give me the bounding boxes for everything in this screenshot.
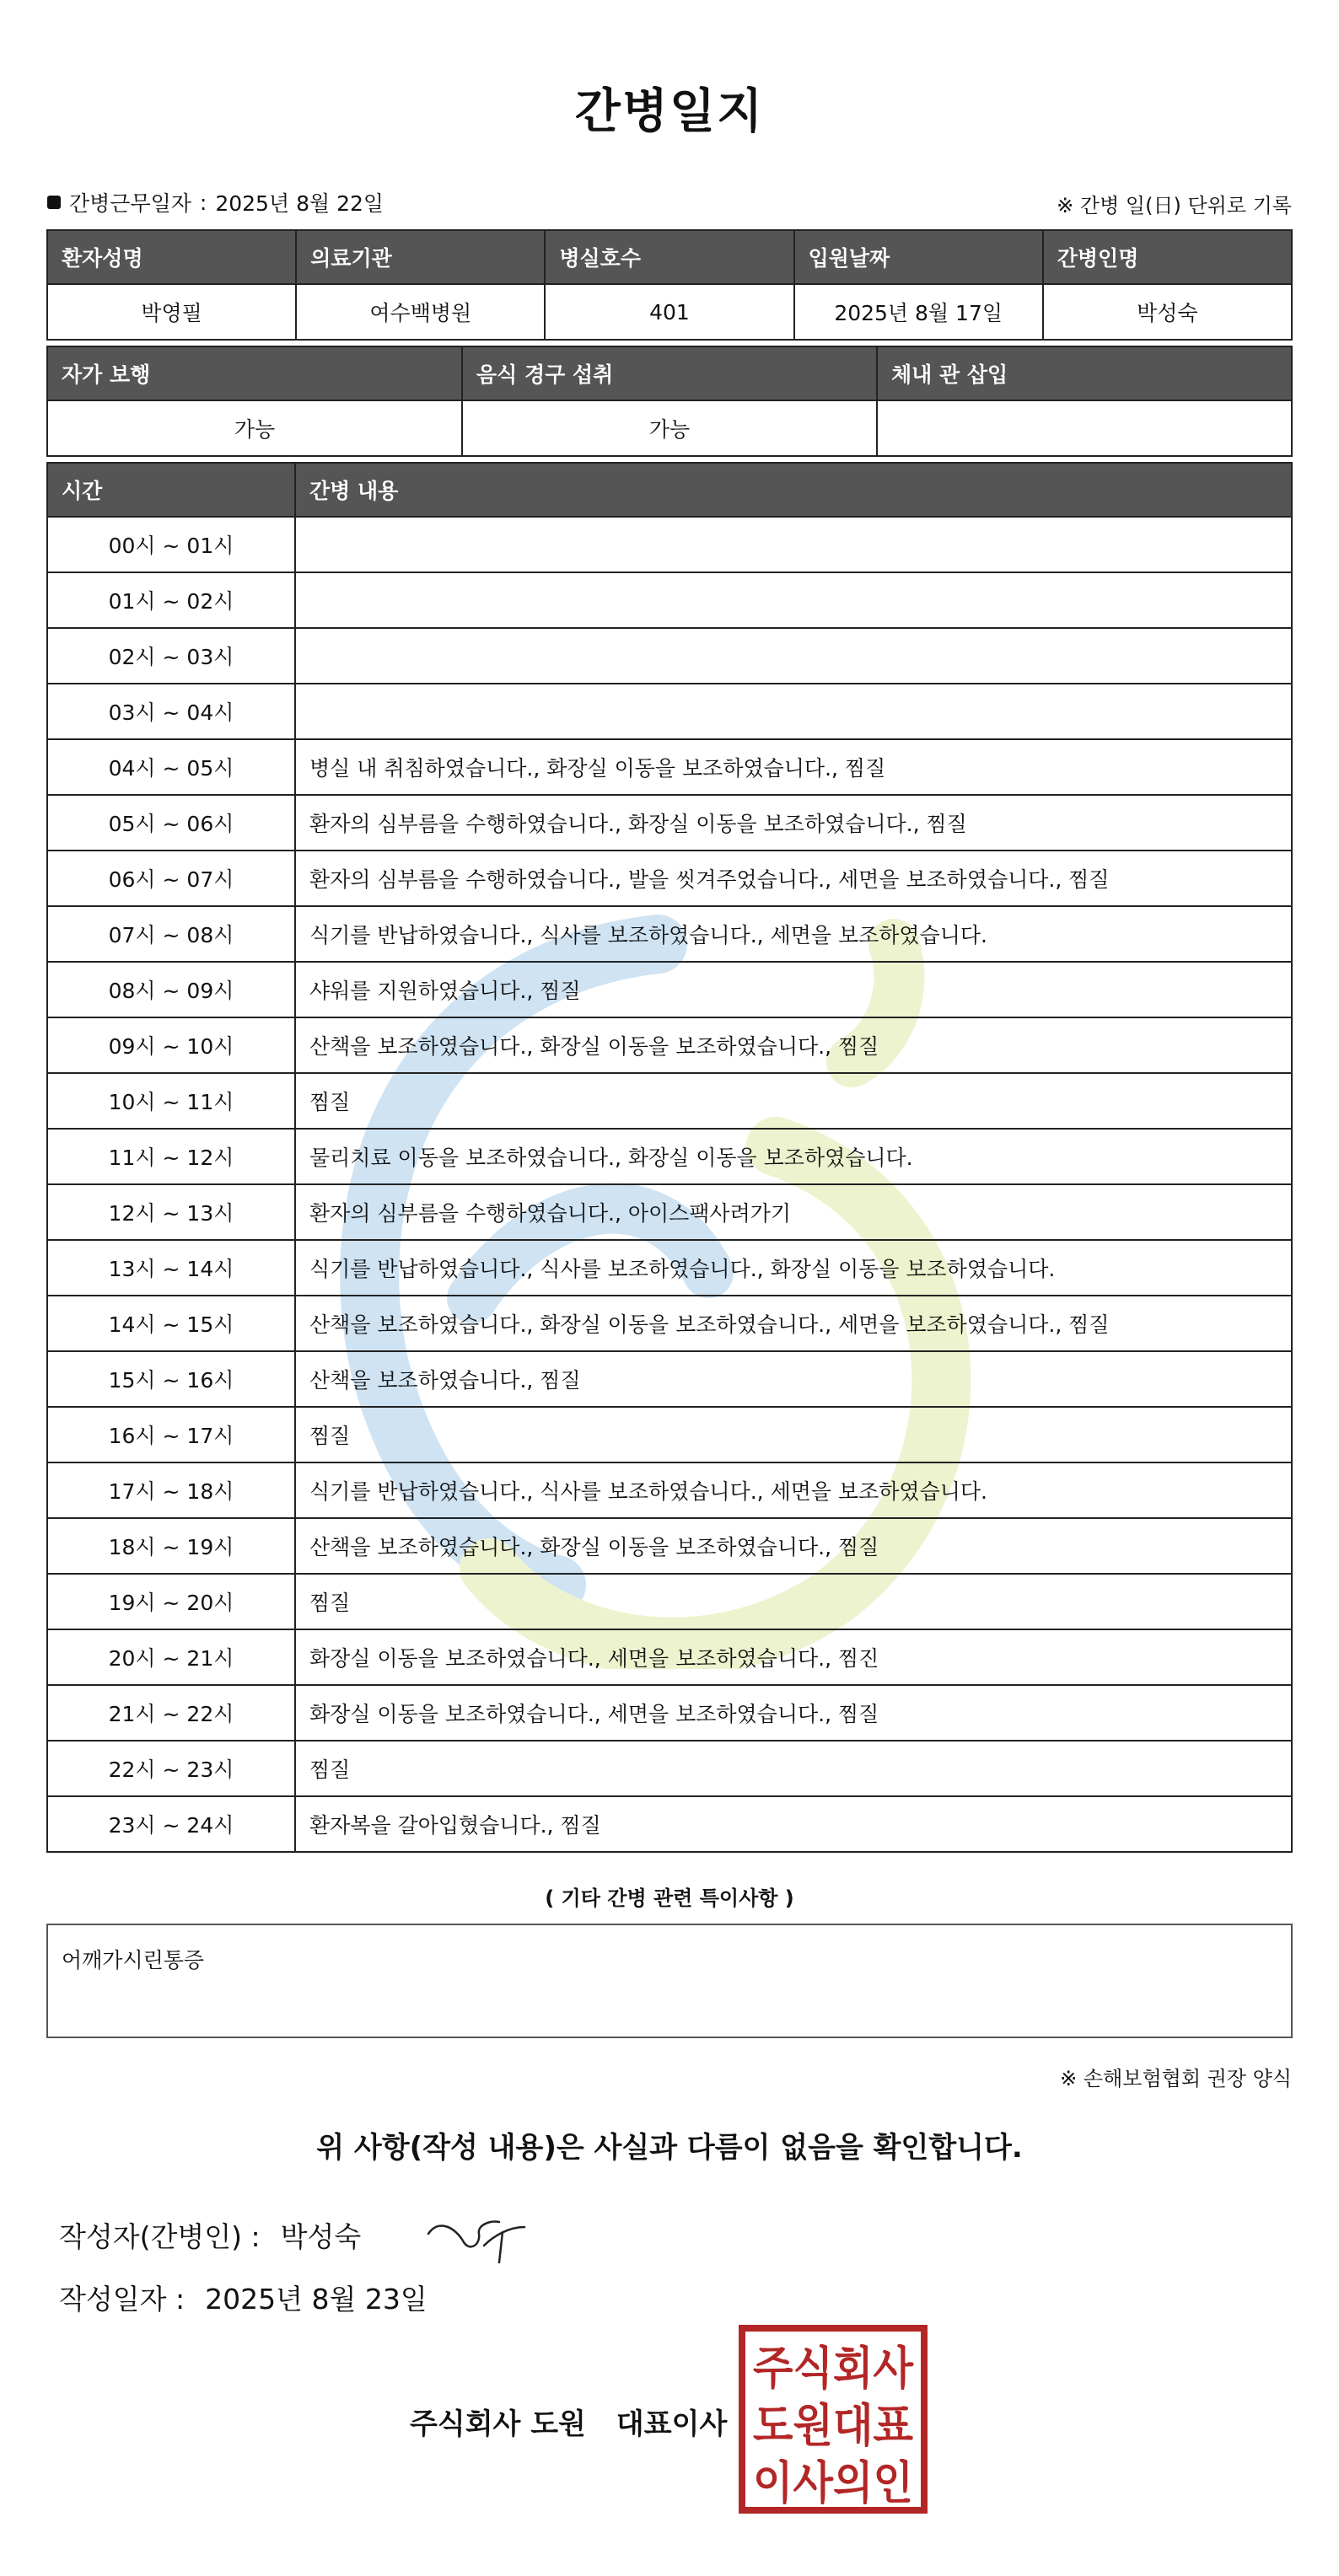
time-cell: 22시 ~ 23시 <box>47 1741 295 1796</box>
unit-note: ※ 간병 일(日) 단위로 기록 <box>1057 194 1292 217</box>
status-value-row <box>47 400 1292 456</box>
time-cell: 03시 ~ 04시 <box>47 684 295 739</box>
header-time: 시간 <box>47 463 295 517</box>
time-cell: 01시 ~ 02시 <box>47 572 295 628</box>
table-row <box>47 851 1292 906</box>
written-date-line <box>59 2278 428 2317</box>
header-caregiver-name: 간병인명 <box>1043 230 1292 284</box>
care-content-cell: 찜질 <box>295 1073 1292 1129</box>
care-content-cell: 환자의 심부름을 수행하였습니다., 아이스팩사려가기 <box>295 1184 1292 1240</box>
care-content-cell: 산책을 보조하였습니다., 화장실 이동을 보조하였습니다., 찜질 <box>295 1017 1292 1073</box>
table-row <box>47 1741 1292 1796</box>
writer-name: 박성숙 <box>280 2220 362 2253</box>
care-content-cell <box>295 628 1292 684</box>
care-content-cell: 산책을 보조하였습니다., 화장실 이동을 보조하였습니다., 세면을 보조하였습니다., 찜질 <box>295 1296 1292 1351</box>
recommendation-note: ※ 손해보험협회 권장 양식 <box>1060 2067 1292 2090</box>
patient-info-table <box>46 229 1293 341</box>
time-cell: 19시 ~ 20시 <box>47 1574 295 1629</box>
care-log-body <box>47 517 1292 1852</box>
table-row <box>47 1462 1292 1518</box>
svg-text:주식회사: 주식회사 <box>753 2342 914 2395</box>
time-cell: 09시 ~ 10시 <box>47 1017 295 1073</box>
time-cell: 06시 ~ 07시 <box>47 851 295 906</box>
time-cell: 23시 ~ 24시 <box>47 1796 295 1852</box>
caregiver-name: 박성숙 <box>1043 284 1292 340</box>
self-walking-value: 가능 <box>47 400 462 456</box>
table-row <box>47 684 1292 739</box>
table-row <box>47 1296 1292 1351</box>
time-cell: 18시 ~ 19시 <box>47 1518 295 1574</box>
company-seal-icon <box>739 2325 928 2514</box>
written-date-value: 2025년 8월 23일 <box>205 2283 428 2316</box>
table-row <box>47 962 1292 1017</box>
oral-intake-value: 가능 <box>462 400 877 456</box>
time-cell: 15시 ~ 16시 <box>47 1351 295 1407</box>
care-log-table <box>46 462 1293 1853</box>
svg-text:도원대표: 도원대표 <box>753 2399 913 2452</box>
patient-info-header-row <box>47 230 1292 284</box>
table-row <box>47 1796 1292 1852</box>
care-content-cell <box>295 572 1292 628</box>
table-row <box>47 1129 1292 1184</box>
patient-name: 박영필 <box>47 284 296 340</box>
header-care-content: 간병 내용 <box>295 463 1292 517</box>
care-content-cell: 화장실 이동을 보조하였습니다., 세면을 보조하였습니다., 찜진 <box>295 1629 1292 1685</box>
header-self-walking: 자가 보행 <box>47 346 462 400</box>
table-row <box>47 739 1292 795</box>
care-content-cell: 산책을 보조하였습니다., 화장실 이동을 보조하였습니다., 찜질 <box>295 1518 1292 1574</box>
work-date-value: 2025년 8월 22일 <box>215 191 384 216</box>
care-content-cell: 샤워를 지원하였습니다., 찜질 <box>295 962 1292 1017</box>
header-oral-intake: 음식 경구 섭취 <box>462 346 877 400</box>
work-date <box>47 187 384 217</box>
care-content-cell <box>295 517 1292 572</box>
header-room-number: 병실호수 <box>545 230 793 284</box>
time-cell: 04시 ~ 05시 <box>47 739 295 795</box>
status-header-row <box>47 346 1292 400</box>
table-row <box>47 1574 1292 1629</box>
care-content-cell: 환자의 심부름을 수행하였습니다., 발을 씻겨주었습니다., 세면을 보조하였습니다., 찜질 <box>295 851 1292 906</box>
care-content-cell: 식기를 반납하였습니다., 식사를 보조하였습니다., 화장실 이동을 보조하였습니다. <box>295 1240 1292 1296</box>
table-row <box>47 1685 1292 1741</box>
care-content-cell: 환자의 심부름을 수행하였습니다., 화장실 이동을 보조하였습니다., 찜질 <box>295 795 1292 851</box>
table-row <box>47 1240 1292 1296</box>
notes-box <box>46 1924 1293 2038</box>
company-signature-line <box>410 2401 727 2442</box>
table-row <box>47 572 1292 628</box>
table-row <box>47 628 1292 684</box>
table-row <box>47 1351 1292 1407</box>
time-cell: 13시 ~ 14시 <box>47 1240 295 1296</box>
writer-label: 작성자(간병인) : <box>59 2220 261 2253</box>
care-content-cell: 찜질 <box>295 1741 1292 1796</box>
time-cell: 02시 ~ 03시 <box>47 628 295 684</box>
square-bullet-icon <box>47 196 61 209</box>
care-log-header-row <box>47 463 1292 517</box>
room-number: 401 <box>545 284 793 340</box>
time-cell: 16시 ~ 17시 <box>47 1407 295 1462</box>
header-admission-date: 입원날짜 <box>794 230 1043 284</box>
header-patient-name: 환자성명 <box>47 230 296 284</box>
table-row <box>47 1184 1292 1240</box>
care-content-cell: 산책을 보조하였습니다., 찜질 <box>295 1351 1292 1407</box>
tube-insertion-value <box>877 400 1292 456</box>
care-content-cell: 식기를 반납하였습니다., 식사를 보조하였습니다., 세면을 보조하였습니다. <box>295 906 1292 962</box>
time-cell: 21시 ~ 22시 <box>47 1685 295 1741</box>
table-row <box>47 1017 1292 1073</box>
work-date-label: 간병근무일자 <box>69 191 191 216</box>
care-content-cell: 환자복을 갈아입혔습니다., 찜질 <box>295 1796 1292 1852</box>
patient-status-table <box>46 346 1293 457</box>
header-hospital: 의료기관 <box>296 230 545 284</box>
writer-line <box>59 2215 361 2255</box>
time-cell: 14시 ~ 15시 <box>47 1296 295 1351</box>
care-content-cell: 식기를 반납하였습니다., 식사를 보조하였습니다., 세면을 보조하였습니다. <box>295 1462 1292 1518</box>
table-row <box>47 1629 1292 1685</box>
time-cell: 08시 ~ 09시 <box>47 962 295 1017</box>
signature-icon <box>422 2202 540 2269</box>
company-name: 주식회사 도원 <box>410 2407 586 2441</box>
time-cell: 10시 ~ 11시 <box>47 1073 295 1129</box>
confirmation-statement: 위 사항(작성 내용)은 사실과 다름이 없음을 확인합니다. <box>316 2131 1023 2165</box>
patient-info-value-row <box>47 284 1292 340</box>
table-row <box>47 517 1292 572</box>
table-row <box>47 1407 1292 1462</box>
table-row <box>47 1073 1292 1129</box>
time-cell: 05시 ~ 06시 <box>47 795 295 851</box>
notes-content: 어깨가시린통증 <box>62 1948 205 1972</box>
admission-date: 2025년 8월 17일 <box>794 284 1043 340</box>
hospital-name: 여수백병원 <box>296 284 545 340</box>
care-content-cell: 찜질 <box>295 1574 1292 1629</box>
time-cell: 00시 ~ 01시 <box>47 517 295 572</box>
company-title: 대표이사 <box>616 2407 728 2441</box>
time-cell: 20시 ~ 21시 <box>47 1629 295 1685</box>
table-row <box>47 906 1292 962</box>
time-cell: 07시 ~ 08시 <box>47 906 295 962</box>
care-content-cell: 물리치료 이동을 보조하였습니다., 화장실 이동을 보조하였습니다. <box>295 1129 1292 1184</box>
time-cell: 12시 ~ 13시 <box>47 1184 295 1240</box>
written-date-label: 작성일자 : <box>59 2283 186 2316</box>
care-content-cell <box>295 684 1292 739</box>
care-content-cell: 화장실 이동을 보조하였습니다., 세면을 보조하였습니다., 찜질 <box>295 1685 1292 1741</box>
table-row <box>47 1518 1292 1574</box>
notes-title: ( 기타 간병 관련 특이사항 ) <box>545 1886 794 1910</box>
time-cell: 11시 ~ 12시 <box>47 1129 295 1184</box>
table-row <box>47 795 1292 851</box>
svg-text:이사의인: 이사의인 <box>753 2456 913 2509</box>
time-cell: 17시 ~ 18시 <box>47 1462 295 1518</box>
care-content-cell: 찜질 <box>295 1407 1292 1462</box>
header-tube-insertion: 체내 관 삽입 <box>877 346 1292 400</box>
work-date-separator: : <box>199 190 207 215</box>
care-content-cell: 병실 내 취침하였습니다., 화장실 이동을 보조하였습니다., 찜질 <box>295 739 1292 795</box>
document-title: 간병일지 <box>574 84 765 139</box>
